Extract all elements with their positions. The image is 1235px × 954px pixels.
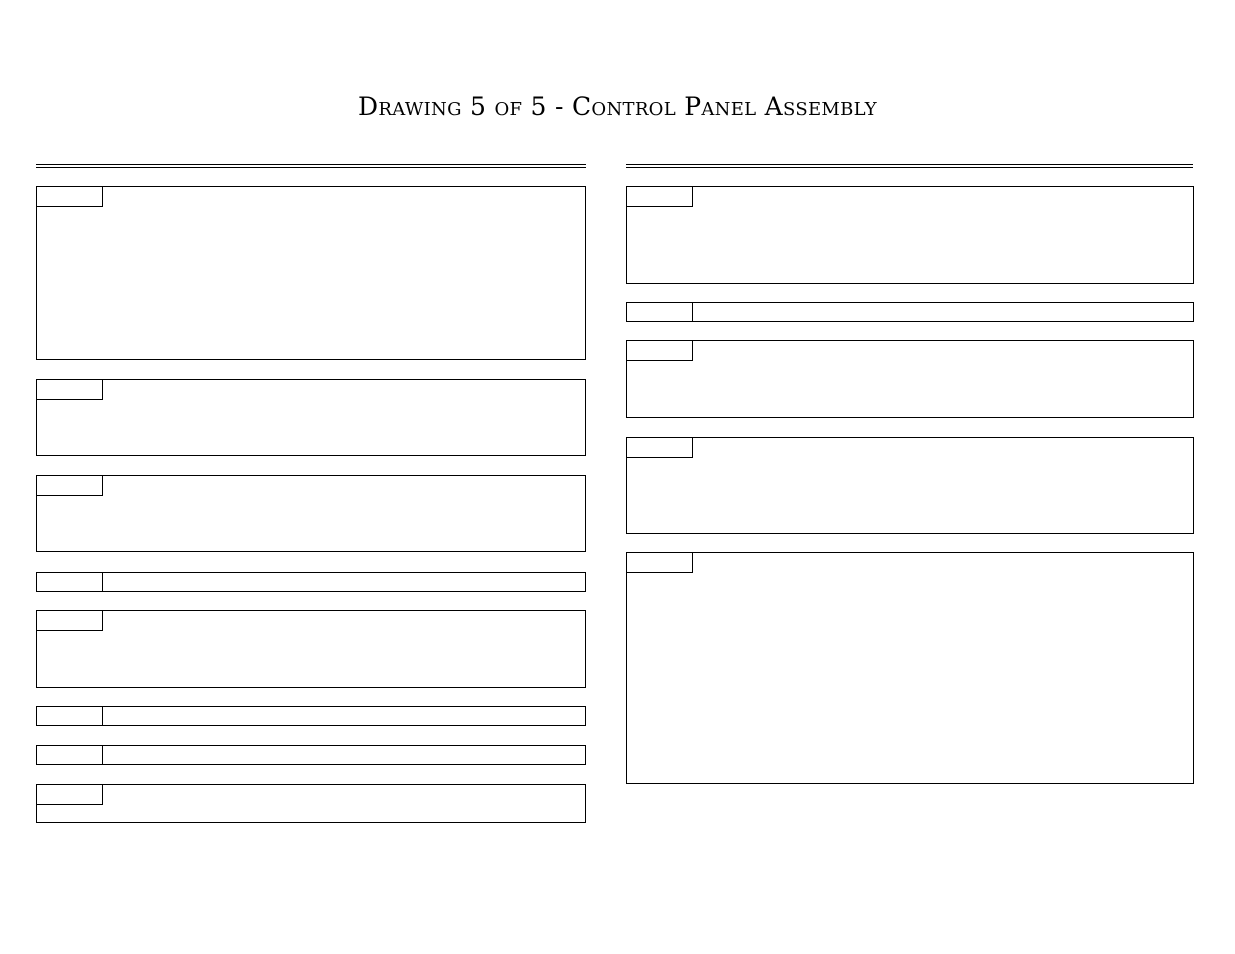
right-strip-1 <box>626 302 1194 322</box>
left-strip-1 <box>36 572 586 592</box>
left-header-rule <box>36 164 586 168</box>
right-strip-1-tab <box>627 303 693 321</box>
left-panel-3 <box>36 475 586 552</box>
left-strip-1-tab <box>37 573 103 591</box>
left-panel-2 <box>36 379 586 456</box>
left-strip-3 <box>36 745 586 765</box>
right-panel-4 <box>626 552 1194 784</box>
left-panel-3-tab <box>37 476 103 496</box>
right-panel-1-tab <box>627 187 693 207</box>
right-panel-3 <box>626 437 1194 534</box>
left-panel-4-tab <box>37 611 103 631</box>
right-panel-4-tab <box>627 553 693 573</box>
left-strip-2-tab <box>37 707 103 725</box>
left-panel-1-tab <box>37 187 103 207</box>
left-panel-5 <box>36 784 586 823</box>
left-strip-3-tab <box>37 746 103 764</box>
right-panel-2-tab <box>627 341 693 361</box>
left-panel-2-tab <box>37 380 103 400</box>
right-panel-1 <box>626 186 1194 284</box>
left-strip-2 <box>36 706 586 726</box>
left-panel-5-tab <box>37 785 103 805</box>
left-panel-4 <box>36 610 586 688</box>
right-panel-2 <box>626 340 1194 418</box>
page-title: Drawing 5 of 5 - Control Panel Assembly <box>358 92 877 121</box>
left-panel-1 <box>36 186 586 360</box>
right-panel-3-tab <box>627 438 693 458</box>
right-header-rule <box>626 164 1193 168</box>
